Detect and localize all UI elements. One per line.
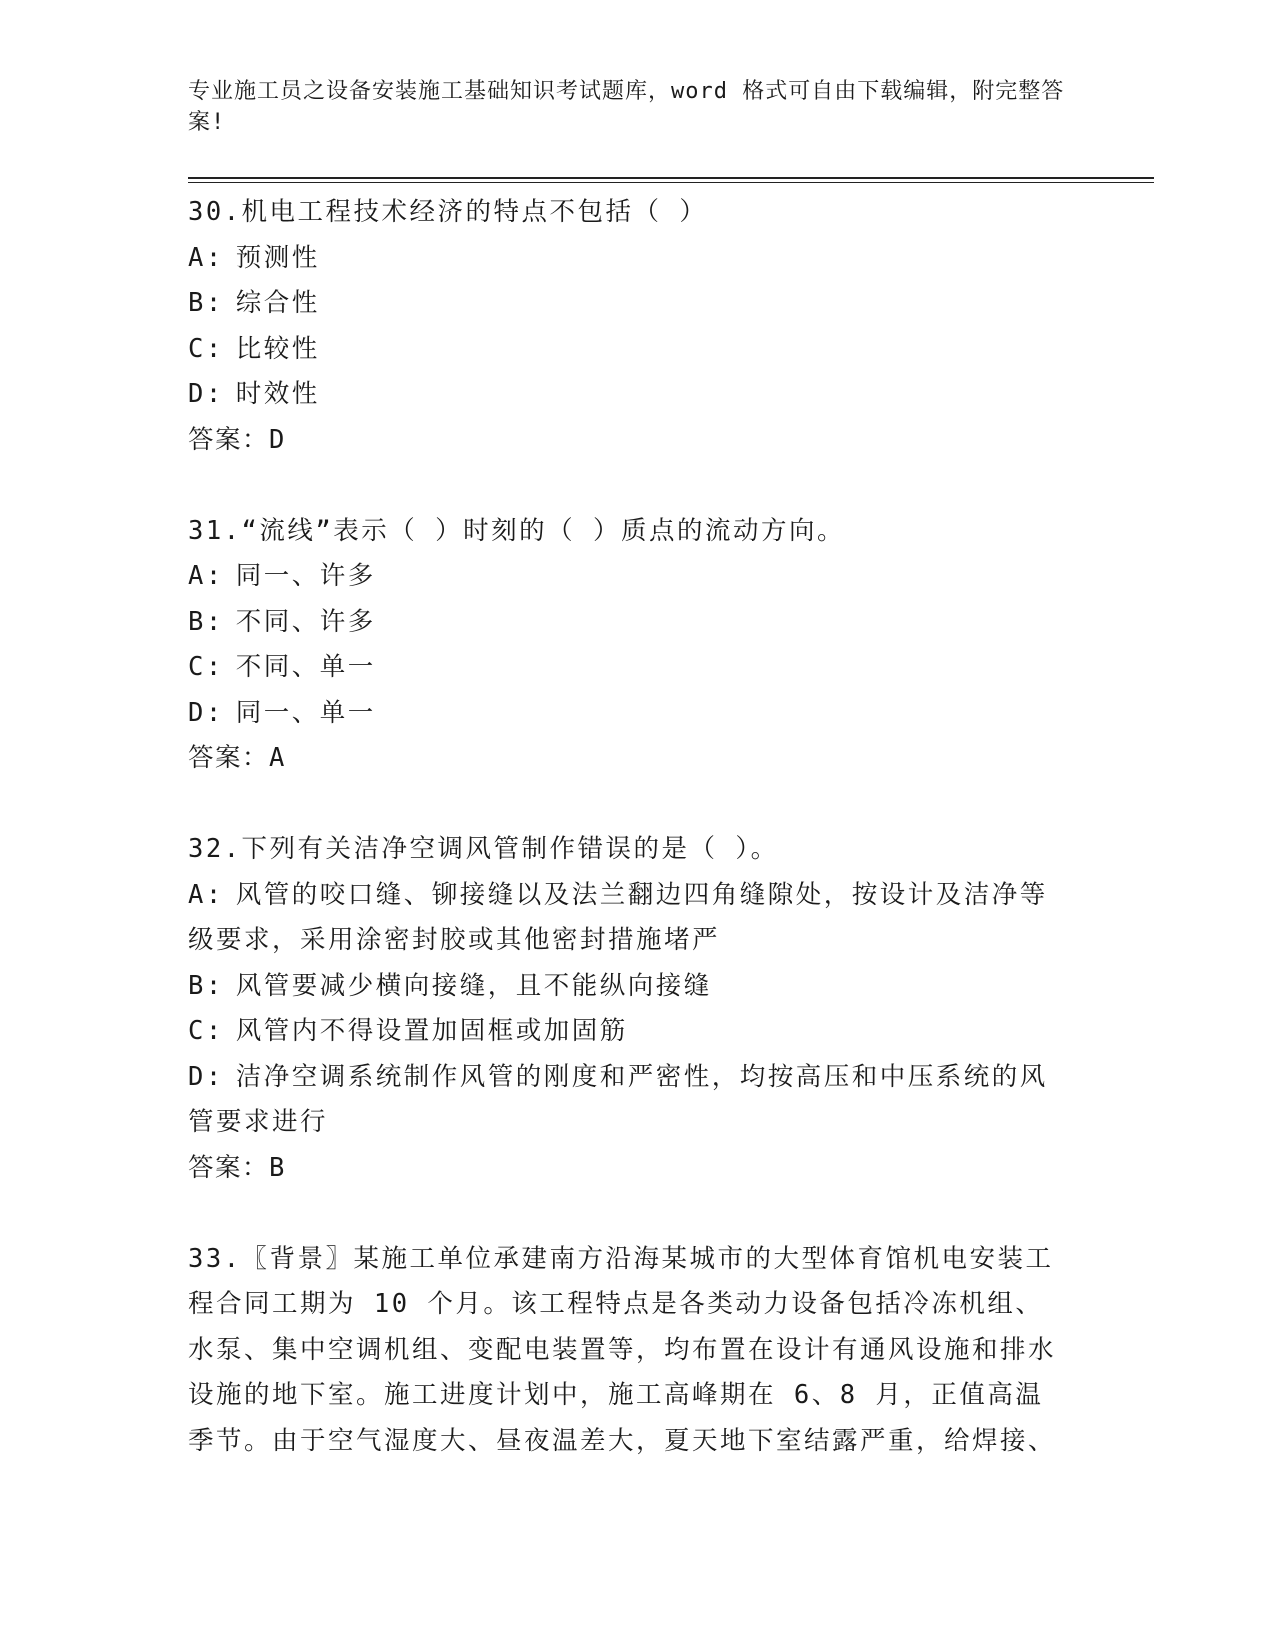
question-stem: 32.下列有关洁净空调风管制作错误的是（ ）。 xyxy=(188,834,779,864)
question-list xyxy=(188,190,1068,1464)
document-header: 专业施工员之设备安装施工基础知识考试题库，word 格式可自由下载编辑，附完整答案! xyxy=(188,79,1065,135)
option-letter: A: xyxy=(188,879,224,910)
option-text: 不同、单一 xyxy=(235,652,376,682)
option-text: 预测性 xyxy=(235,242,320,273)
option-text: 洁净空调系统制作风管的刚度和严密性，均按高压和中压系统的风管要求进行 xyxy=(188,1061,1048,1137)
question-33 xyxy=(188,1237,1068,1465)
answer-label: 答案： xyxy=(188,743,270,773)
option-a xyxy=(188,236,1068,282)
option-d xyxy=(188,1055,1068,1146)
option-text: 同一、许多 xyxy=(235,561,376,591)
option-letter: C: xyxy=(188,333,224,364)
option-text: 比较性 xyxy=(235,333,320,364)
question-30 xyxy=(188,190,1068,463)
question-stem: 33.〖背景〗某施工单位承建南方沿海某城市的大型体育馆机电安装工程合同工期为 10 个月。该工程特点是各类动力设备包括冷冻机组、水泵、集中空调机组、变配电装置等，均布置在设计有通风设施和排水设施的地下室。施工进度计划中，施工高峰期在 6、8 月，正值高温季节。由于空气湿度大、昼夜温差大，夏天地下室结露严重，给焊接、 xyxy=(188,1243,1057,1456)
option-b xyxy=(188,281,1068,327)
option-c xyxy=(188,645,1068,691)
question-32 xyxy=(188,827,1068,1191)
option-d xyxy=(188,691,1068,737)
option-a xyxy=(188,554,1068,600)
option-text: 不同、许多 xyxy=(235,606,376,637)
question-31 xyxy=(188,509,1068,782)
answer-line xyxy=(188,1146,1068,1192)
option-b xyxy=(188,600,1068,646)
option-letter: A: xyxy=(188,242,224,273)
option-text: 风管的咬口缝、铆接缝以及法兰翻边四角缝隙处，按设计及洁净等级要求，采用涂密封胶或其他密封措施堵严 xyxy=(188,879,1048,955)
option-letter: B: xyxy=(188,970,224,1001)
answer-value: D xyxy=(269,424,286,455)
option-text: 风管要减少横向接缝，且不能纵向接缝 xyxy=(235,970,712,1001)
option-text: 综合性 xyxy=(235,288,320,318)
option-d xyxy=(188,372,1068,418)
answer-label: 答案： xyxy=(188,424,270,455)
question-stem: 30.机电工程技术经济的特点不包括（ ） xyxy=(188,197,708,227)
option-a xyxy=(188,873,1068,964)
option-text: 时效性 xyxy=(235,379,320,409)
header-rule-thin xyxy=(188,182,1154,183)
question-stem: 31.“流线”表示（ ）时刻的（ ）质点的流动方向。 xyxy=(188,515,845,546)
option-letter: C: xyxy=(188,652,224,682)
header-rule-thick xyxy=(188,177,1154,179)
option-c xyxy=(188,327,1068,373)
answer-value: A xyxy=(269,743,286,773)
option-letter: D: xyxy=(188,697,224,728)
answer-value: B xyxy=(269,1152,286,1183)
option-c xyxy=(188,1009,1068,1055)
answer-label: 答案： xyxy=(188,1152,270,1183)
answer-line xyxy=(188,736,1068,782)
option-b xyxy=(188,964,1068,1010)
option-letter: C: xyxy=(188,1016,224,1046)
option-letter: A: xyxy=(188,561,224,591)
option-letter: B: xyxy=(188,606,224,637)
option-letter: D: xyxy=(188,379,224,409)
answer-line xyxy=(188,418,1068,464)
option-letter: D: xyxy=(188,1061,224,1092)
option-text: 同一、单一 xyxy=(235,697,376,728)
option-text: 风管内不得设置加固框或加固筋 xyxy=(235,1016,628,1046)
option-letter: B: xyxy=(188,288,224,318)
